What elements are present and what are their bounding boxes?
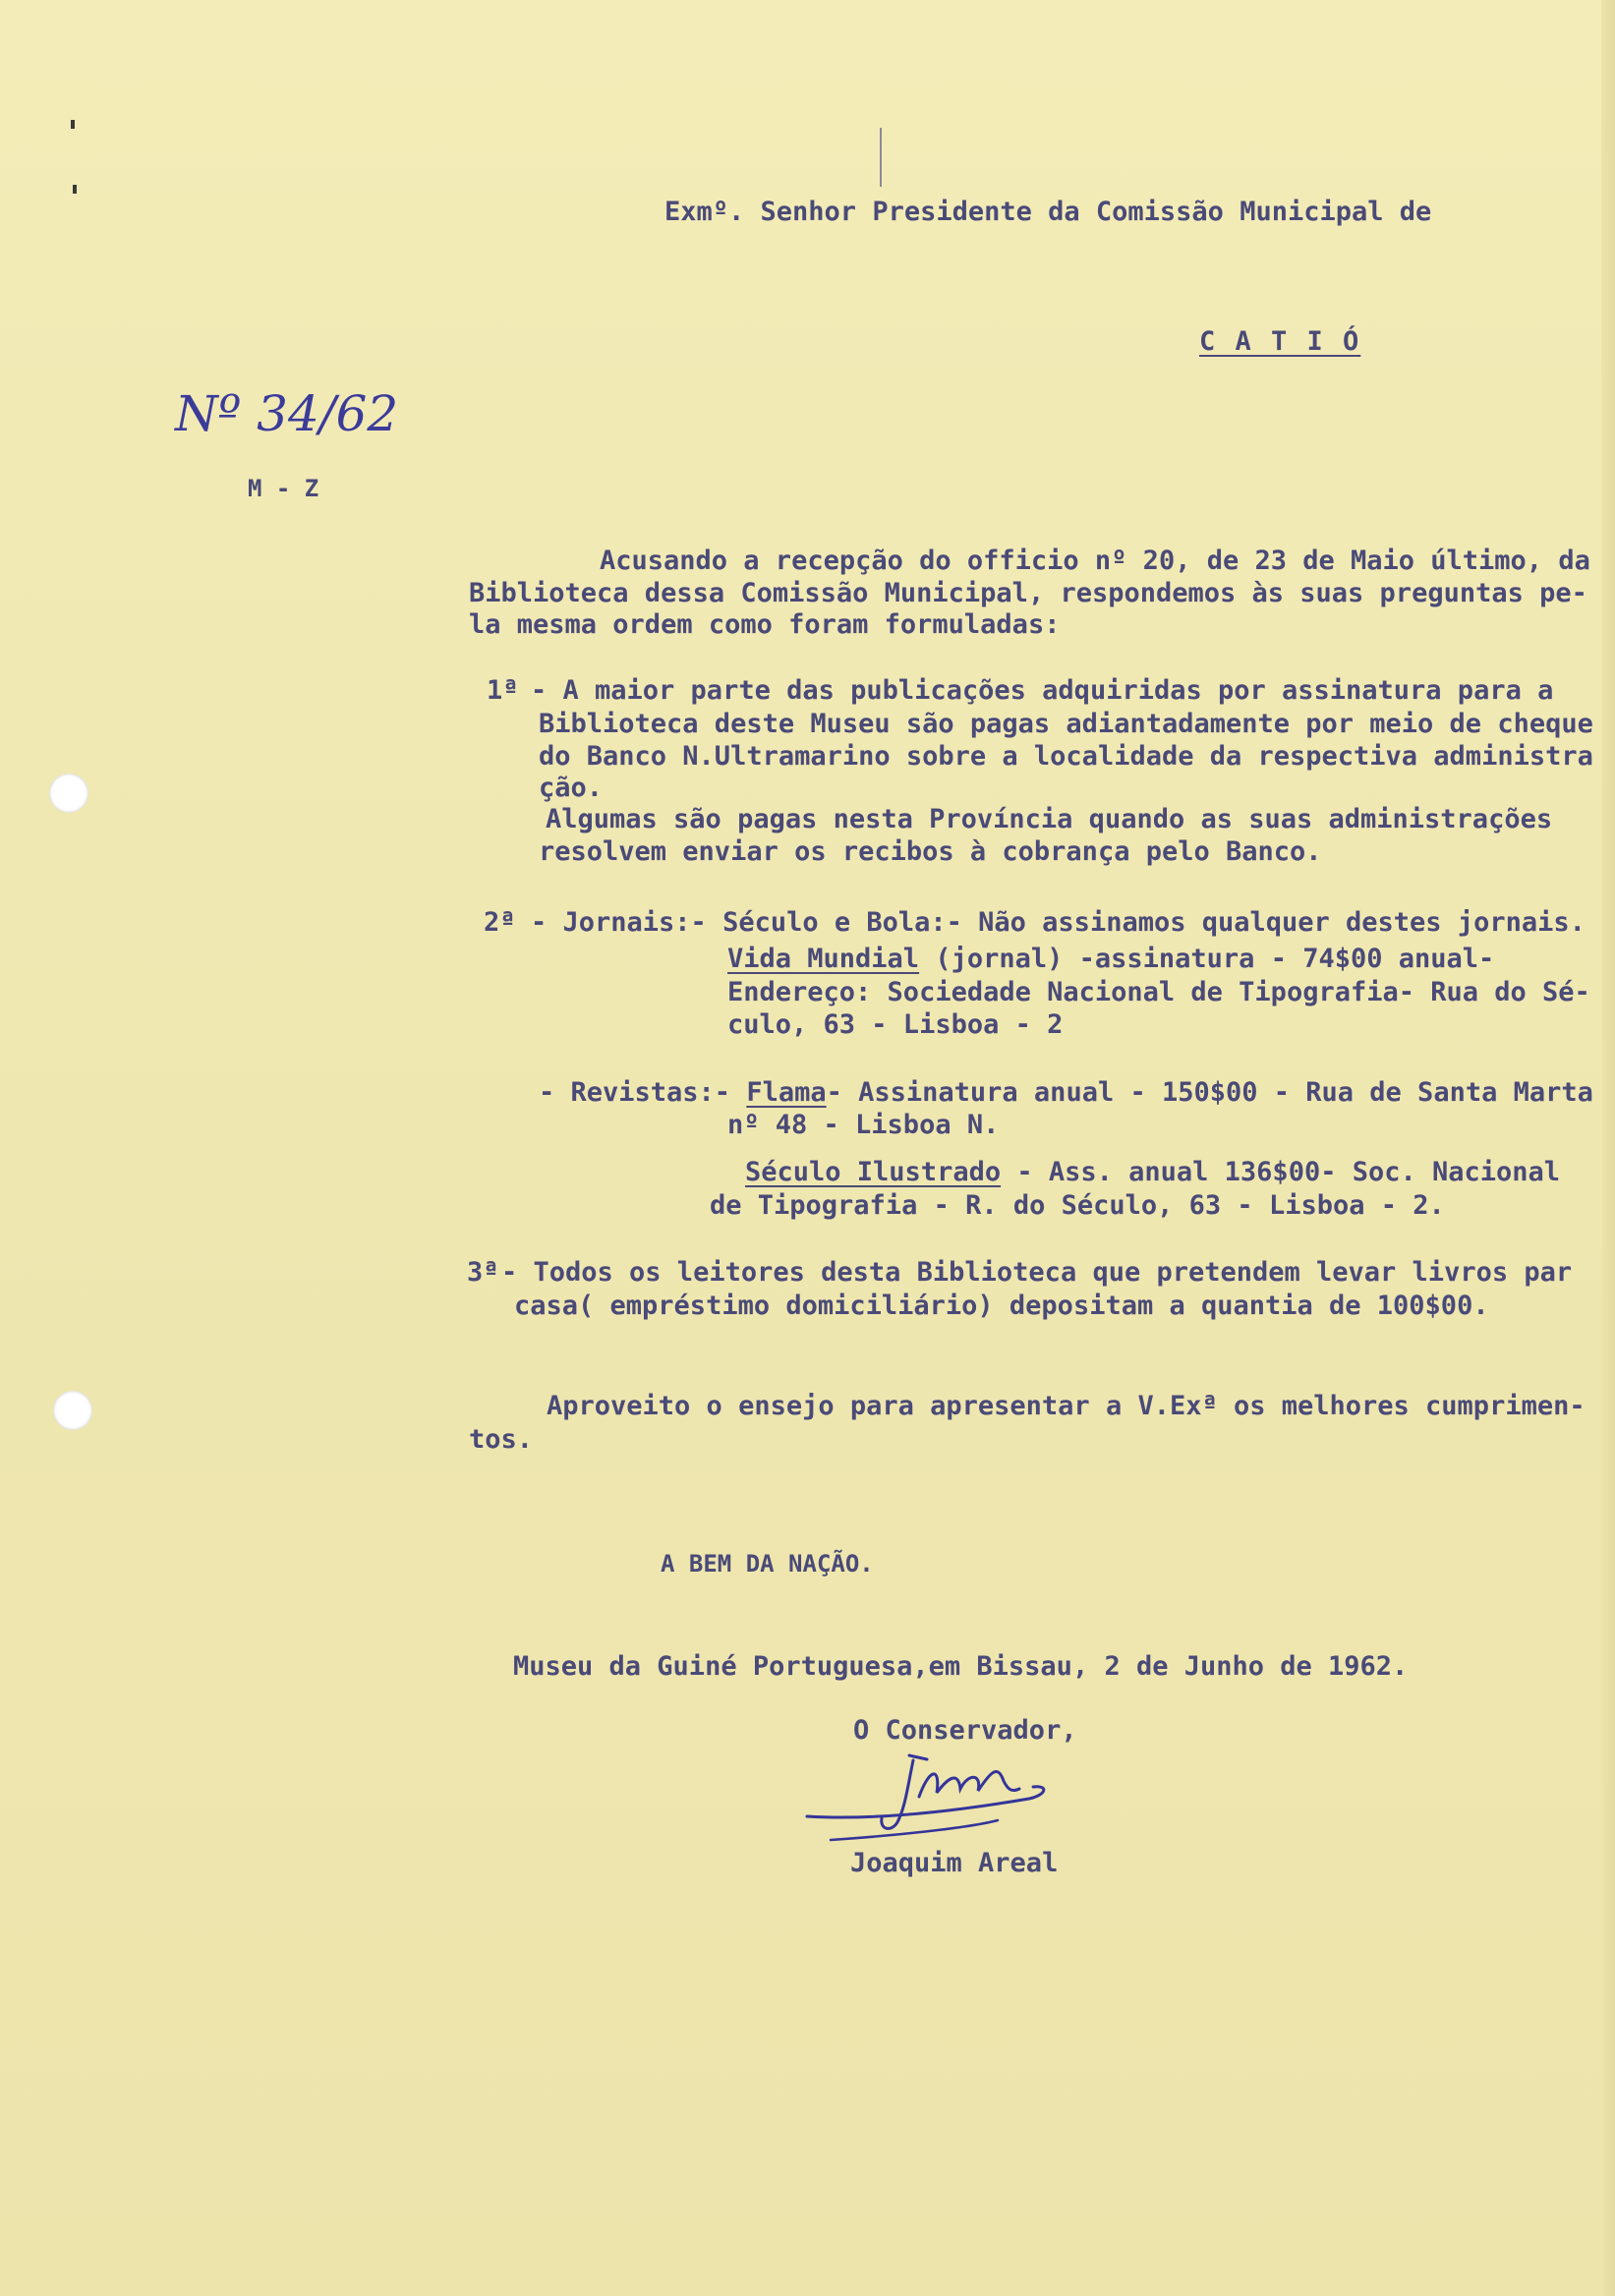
paper-edge [1601,0,1615,2296]
item-line: - A maior parte das publicações adquiridas por assinatura para a [531,675,1554,706]
item-line: culo, 63 - Lisboa - 2 [727,1009,1064,1040]
paper-mark [71,120,75,129]
category-label: - Revistas:- [539,1077,747,1108]
item-line: de Tipografia - R. do Século, 63 - Lisboa - 2. [710,1190,1445,1221]
item-number: 2ª [484,907,516,938]
item-line: Endereço: Sociedade Nacional de Tipografia- Rua do Sé- [727,977,1590,1007]
intro-line: Biblioteca dessa Comissão Municipal, respondemos às suas preguntas pe- [469,578,1587,608]
addressee-line: Exmº. Senhor Presidente da Comissão Municipal de [664,197,1432,227]
reference-number-handwritten: Nº 34/62 [175,385,399,442]
item-line: Algumas são pagas nesta Província quando as suas administrações [546,804,1553,834]
signer-title: O Conservador, [853,1715,1077,1746]
addressee-place: C A T I Ó [1199,326,1361,357]
item-line: ção. [539,773,604,803]
publication-title: Vida Mundial [727,944,920,974]
publication-title: Século Ilustrado [745,1157,1002,1187]
intro-line: Acusando a recepção do officio nº 20, de 23 de Maio último, da [600,545,1590,576]
item-line: do Banco N.Ultramarino sobre a localidade da respectiva administra [539,741,1593,772]
item-number: 1ª [487,675,519,706]
item-line: casa( empréstimo domiciliário) depositam a quantia de 100$00. [514,1291,1489,1321]
intro-line: la mesma ordem como foram formuladas: [469,609,1061,640]
closing-line: tos. [469,1424,534,1455]
paper-mark [73,185,77,194]
item-line: Biblioteca deste Museu são pagas adiantadamente por meio de cheque [539,709,1593,739]
item-line [727,944,1494,974]
place-date: Museu da Guiné Portuguesa,em Bissau, 2 de Junho de 1962. [513,1651,1409,1682]
motto: A BEM DA NAÇÃO. [661,1550,874,1578]
signer-name: Joaquim Areal [850,1848,1059,1878]
item-line [539,1077,1593,1108]
item-number: 3ª [467,1257,499,1288]
punch-hole-top [49,774,88,813]
item-line: - Jornais:- Século e Bola:- Não assinamos qualquer destes jornais. [531,907,1586,938]
publication-details: - Ass. anual 136$00- Soc. Nacional [1001,1157,1561,1187]
publication-details: (jornal) -assinatura - 74$00 anual- [919,944,1495,974]
reference-code: M - Z [248,475,319,502]
punch-hole-bottom [53,1391,92,1430]
item-line: resolvem enviar os recibos à cobrança pelo Banco. [539,836,1322,867]
signature-scribble [801,1730,1116,1858]
item-line [745,1157,1560,1187]
closing-line: Aproveito o ensejo para apresentar a V.Exª os melhores cumprimen- [547,1391,1586,1421]
publication-details: - Assinatura anual - 150$00 - Rua de Santa Marta [826,1077,1593,1108]
paper-mark [880,128,882,187]
item-line: nº 48 - Lisboa N. [727,1110,1000,1140]
item-line: - Todos os leitores desta Biblioteca que pretendem levar livros par [501,1257,1573,1288]
publication-title: Flama [746,1077,827,1108]
